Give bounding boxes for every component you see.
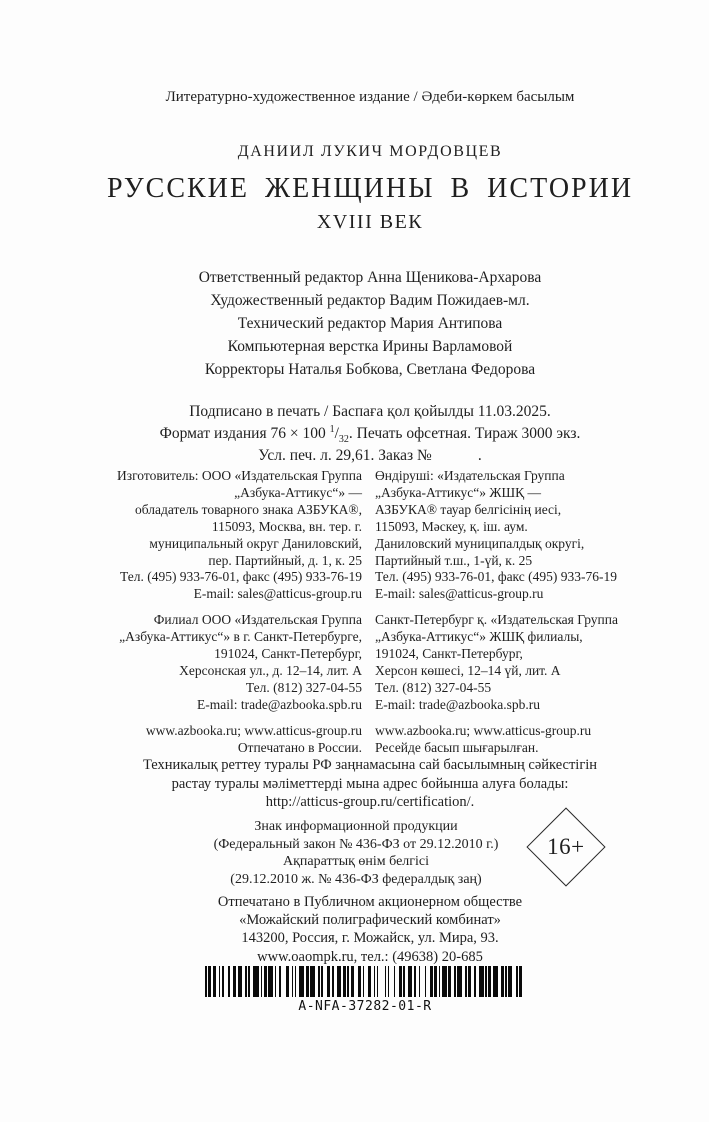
text-line: Херсонская ул., д. 12–14, лит. А [179,662,362,678]
text-line: АЗБУКА® тауар белгісінің иесі, [375,501,562,517]
imprint-column-russian [100,468,362,766]
format-fraction-slash: / [334,425,339,442]
format-prefix: Формат издания 76 × 100 [159,425,330,442]
text-line: (29.12.2010 ж. № 436-ФЗ федералдық заң) [230,871,482,887]
text-line: Херсон көшесі, 12–14 үй, лит. А [375,662,561,678]
text-line: www.oaompk.ru, тел.: (49638) 20-685 [257,948,483,965]
text-line: „Азбука-Аттикус“» ЖШҚ филиалы, [375,629,583,645]
text-line: „Азбука-Аттикус“» — [234,484,362,500]
manufacturer-kz-block [375,468,640,603]
age-rating-value: 16+ [547,833,585,859]
text-line: E-mail: sales@atticus-group.ru [375,586,544,602]
format-line [100,423,640,445]
printing-house-block [100,893,640,966]
text-line: E-mail: sales@atticus-group.ru [193,586,362,602]
edition-type-line: Литературно-художественное издание / Әдеби-көркем басылым [165,89,575,105]
text-line: Техникалық реттеу туралы РФ заңнамасына сай басылымның сәйкестігін [142,757,598,773]
text-line: Компьютерная верстка Ирины Варламовой [227,338,513,355]
imprint-columns [100,468,640,766]
text-line: пер. Партийный, д. 1, к. 25 [208,552,362,568]
text-line: Даниловский муниципалдық округі, [375,535,585,551]
text-line: 191024, Санкт-Петербург, [214,646,362,662]
text-line: Партийный т.ш., 1-үй, к. 25 [375,552,533,568]
text-line: Санкт-Петербург қ. «Издательская Группа [375,612,618,628]
text-line: Тел. (495) 933-76-01, факс (495) 933-76-19 [119,569,362,585]
text-line: 191024, Санкт-Петербург, [375,646,523,662]
manufacturer-ru-block [100,468,362,603]
barcode-label: A-NFA-37282-01-R [298,999,432,1014]
barcode-block [205,966,525,1014]
order-number-line [100,445,640,467]
text-line: „Азбука-Аттикус“» в г. Санкт-Петербурге, [119,629,362,645]
branch-kz-block [375,612,640,713]
text-line: www.azbooka.ru; www.atticus-group.ru [145,722,362,738]
book-author: ДАНИИЛ ЛУКИЧ МОРДОВЦЕВ [237,143,503,160]
signed-to-print-line: Подписано в печать / Баспаға қол қойылды 11.03.2025. [189,403,551,420]
format-suffix: . Печать офсетная. Тираж 3000 экз. [348,425,581,442]
text-line: Ақпараттық өнім белгісі [282,854,430,870]
barcode-space [522,966,524,997]
text-line: растау туралы мәліметтерді мына адрес бойынша алуға болады: [171,775,569,792]
text-line: www.azbooka.ru; www.atticus-group.ru [375,722,592,738]
text-line: 115093, Мәскеу, қ. іш. аум. [375,518,528,534]
text-line: Изготовитель: ООО «Издательская Группа [117,468,362,483]
order-number-text: Усл. печ. л. 29,61. Заказ № [258,447,432,464]
text-line: 115093, Москва, вн. тер. г. [211,518,362,534]
certification-notice [100,756,640,812]
text-line: (Федеральный закон № 436-ФЗ от 29.12.2010 г.) [213,836,499,852]
imprint-column-kazakh [375,468,640,766]
text-line: Тел. (812) 327-04-55 [245,679,362,695]
text-line: Ресейде басып шығарылған. [375,739,539,755]
print-info-block [100,401,640,467]
text-line: Художественный редактор Вадим Пожидаев-мл. [210,292,530,309]
text-line: E-mail: trade@azbooka.spb.ru [197,696,362,712]
text-line: Корректоры Наталья Бобкова, Светлана Федорова [204,361,536,378]
format-fraction-numerator: 1 [329,423,335,435]
text-line: Тел. (812) 327-04-55 [375,679,492,695]
text-line: Өндіруші: «Издательская Группа [375,468,565,483]
text-line: «Можайский полиграфический комбинат» [239,912,501,929]
websites-ru-block [100,723,362,757]
format-fraction-denominator: 32 [338,434,349,446]
text-line: Знак информационной продукции [254,819,458,834]
branch-ru-block [100,612,362,713]
text-line: 143200, Россия, г. Можайск, ул. Мира, 93. [241,930,499,947]
text-line: муниципальный округ Даниловский, [149,535,362,551]
text-line: Технический редактор Мария Антипова [237,315,503,332]
text-line: обладатель товарного знака АЗБУКА®, [134,501,362,517]
book-subtitle: XVIII ВЕК [316,211,424,233]
text-line: http://atticus-group.ru/certification/. [265,794,475,811]
text-line: Филиал ООО «Издательская Группа [153,612,362,628]
text-line: „Азбука-Аттикус“» ЖШҚ — [375,484,541,500]
text-line: Отпечатано в России. [237,739,362,755]
text-line: Тел. (495) 933-76-01, факс (495) 933-76-19 [375,569,618,585]
websites-kz-block [375,723,640,757]
column-divider-gap [362,468,375,766]
order-number-period: . [477,447,482,464]
barcode-image [205,966,525,997]
text-line: Ответственный редактор Анна Щеникова-Архарова [198,269,542,286]
book-title: РУССКИЕ ЖЕНЩИНЫ В ИСТОРИИ [106,173,634,204]
text-line: Отпечатано в Публичном акционерном обществе [217,894,523,910]
text-line: E-mail: trade@azbooka.spb.ru [375,696,540,712]
editorial-staff-list [100,266,640,381]
